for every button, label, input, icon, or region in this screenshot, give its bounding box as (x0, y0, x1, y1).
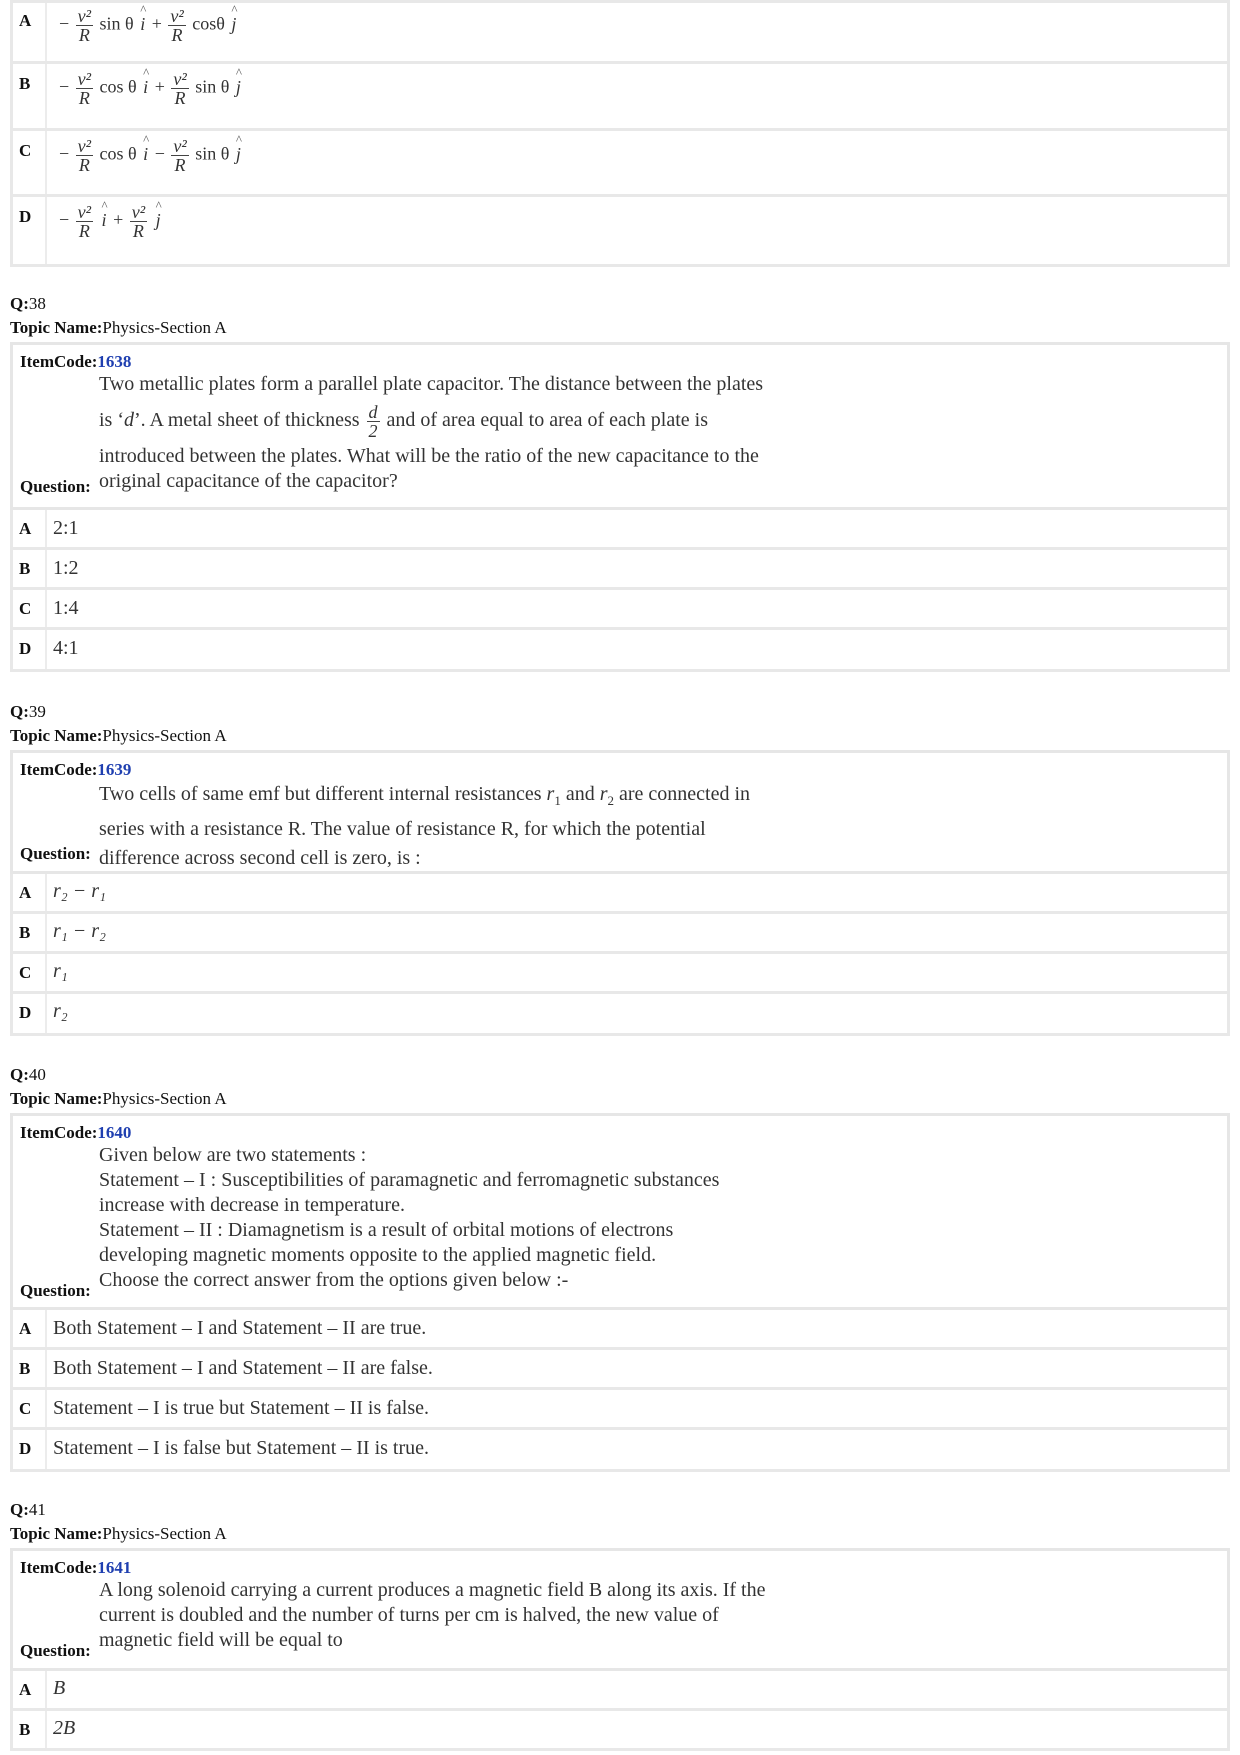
option-math: − $\frac{\text{v²}}{R}$ sin θ ^ i + $\frac{\text{v²}}{R}$ cosθ ^ j (59, 7, 238, 44)
item-code: ItemCode:1641 (20, 1558, 132, 1577)
option-row: A B (10, 1671, 1230, 1711)
topic-name: Topic Name:Physics-Section A (10, 318, 227, 337)
option-letter: B (19, 74, 31, 93)
option-math: − $\frac{\text{v²}}{R}$ cos θ ^ i − $\frac{\text{v²}}{R}$ sin θ ^ j (59, 137, 243, 174)
question-text: Given below are two statements : Statement – I : Susceptibilities of paramagnetic and ferromagnetic substances increase with decrease in temperature. Statement – II : Diamagnetism is a result of orbital motions of electrons developing magnetic moments opposite to the applied magnetic field. Choose the correct answer from the options given below :- (99, 1144, 720, 1291)
question-number: Q:38 (10, 294, 46, 313)
option-row: D r₂ (10, 994, 1230, 1036)
option-text: Statement – I is true but Statement – II is false. (53, 1397, 430, 1419)
option-text: 1:2 (53, 557, 79, 579)
item-code: ItemCode:1639 (20, 760, 132, 779)
question-number: Q:40 (10, 1065, 46, 1084)
topic-name: Topic Name:Physics-Section A (10, 726, 227, 745)
question-label: Question: (20, 844, 91, 863)
option-text: 2:1 (53, 517, 79, 539)
option-text: Both Statement – I and Statement – II are false. (53, 1357, 433, 1379)
option-row (10, 64, 1230, 131)
question-text: Two cells of same emf but different internal resistances $r_1$ and $r_2$ are connected in series with a resistance R. The value of resistance R, for which the potential difference across second cell is zero, is : (99, 783, 751, 869)
option-math: − $\frac{\text{v²}}{R}$ cos θ ^ i + $\frac{\text{v²}}{R}$ sin θ ^ j (59, 70, 243, 107)
option-letter: A (19, 11, 32, 30)
question-label: Question: (20, 1641, 91, 1660)
option-text: r₂ − r₁ (53, 880, 106, 902)
option-text: 4:1 (53, 637, 79, 659)
option-row: C 1:4 (10, 590, 1230, 630)
option-row: A r₂ − r₁ (10, 874, 1230, 914)
topic-name: Topic Name:Physics-Section A (10, 1524, 227, 1543)
option-text: r₁ (53, 960, 68, 982)
option-math: − $\frac{\text{v²}}{R}$ ^ i + $\frac{\text{v²}}{R}$ ^ j (59, 203, 163, 240)
option-text: r₁ − r₂ (53, 920, 106, 942)
item-code: ItemCode:1640 (20, 1123, 132, 1142)
option-letter: D (19, 207, 32, 226)
option-text: Both Statement – I and Statement – II are true. (53, 1317, 427, 1339)
option-row: D 4:1 (10, 630, 1230, 672)
option-row: B 1:2 (10, 550, 1230, 590)
topic-name: Topic Name:Physics-Section A (10, 1089, 227, 1108)
option-letter: C (19, 141, 32, 160)
option-row: B Both Statement – I and Statement – II are false. (10, 1350, 1230, 1390)
option-row: A Both Statement – I and Statement – II are true. (10, 1310, 1230, 1350)
question-text: A long solenoid carrying a current produces a magnetic field B along its axis. If the current is doubled and the number of turns per cm is halved, the new value of magnetic field will be equal to (99, 1579, 766, 1651)
option-row: B 2B (10, 1711, 1230, 1751)
option-row: D Statement – I is false but Statement – II is true. (10, 1430, 1230, 1472)
option-row: B r₁ − r₂ (10, 914, 1230, 954)
question-label: Question: (20, 477, 91, 496)
question-label: Question: (20, 1281, 91, 1300)
option-text: 2B (53, 1717, 76, 1739)
option-text: B (53, 1677, 66, 1699)
item-code: ItemCode:1638 (20, 352, 132, 371)
option-row (10, 197, 1230, 267)
option-row (10, 131, 1230, 197)
question-number: Q:39 (10, 702, 46, 721)
option-row: C r₁ (10, 954, 1230, 994)
question-text: Two metallic plates form a parallel plate capacitor. The distance between the plates is ‘d’. A metal sheet of thickness $\frac{d}{2}$ and of area equal to area of each plate is introduced between the plates. What will be the ratio of the new capacitance to the original capacitance of the capacitor? (99, 373, 764, 492)
option-text: Statement – I is false but Statement – II is true. (53, 1437, 430, 1459)
option-text: r₂ (53, 1000, 68, 1022)
option-row: A 2:1 (10, 510, 1230, 550)
option-text: 1:4 (53, 597, 79, 619)
option-row: C Statement – I is true but Statement – II is false. (10, 1390, 1230, 1430)
option-row (10, 0, 1230, 64)
question-number: Q:41 (10, 1500, 46, 1519)
